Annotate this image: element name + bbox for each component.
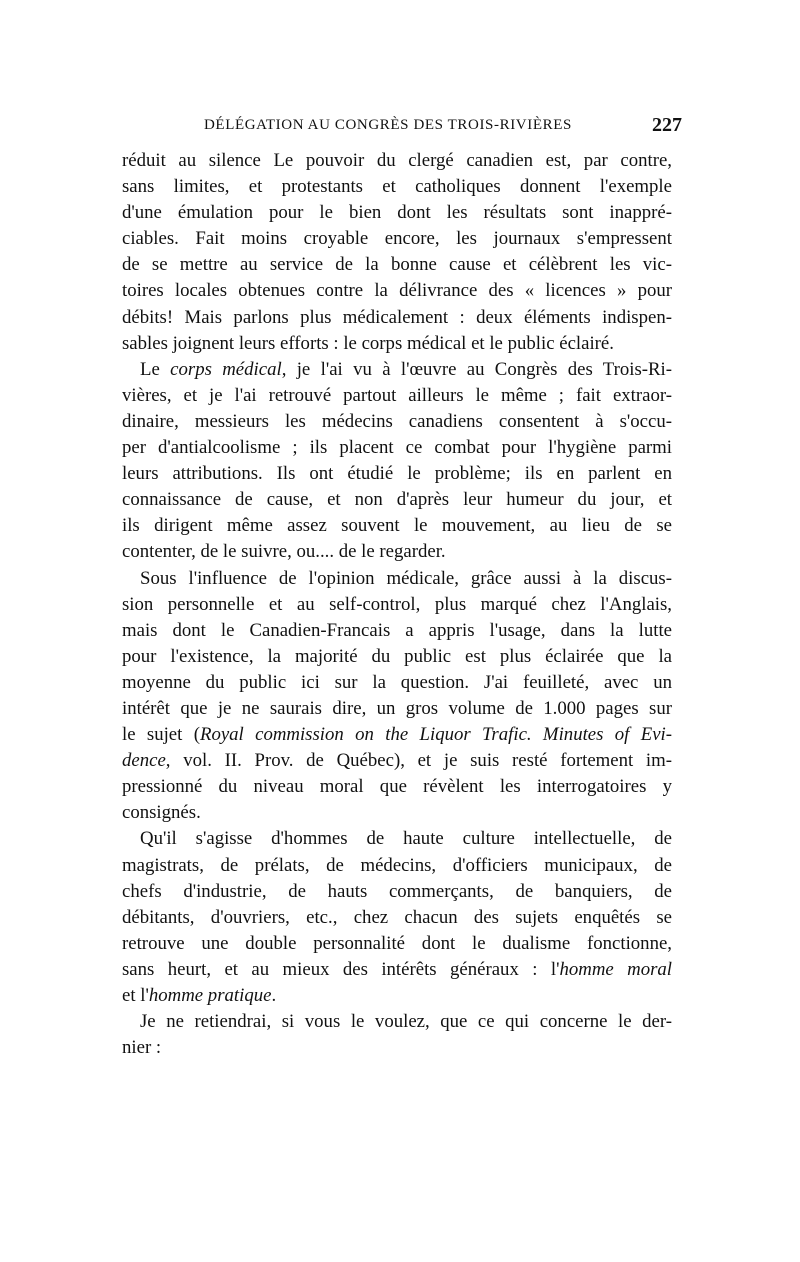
- text-line: sables joignent leurs efforts : le corps médical et le public éclairé.: [122, 332, 614, 354]
- text-line: ciables. Fait moins croyable encore, les journaux s'empressent: [122, 228, 672, 250]
- italic-segment: homme moral: [559, 958, 673, 980]
- text-line: sans limites, et protestants et catholiques donnent l'exemple: [122, 176, 672, 198]
- text-line: débits! Mais parlons plus médicalement : deux éléments indispen-: [122, 306, 672, 328]
- text-segment: .: [271, 985, 277, 1006]
- text-line: [122, 722, 672, 748]
- italic-segment: dence: [122, 750, 166, 772]
- italic-segment: Royal commission on the Liquor Trafic. Minutes of Evi-: [199, 724, 673, 746]
- text-line: réduit au silence Le pouvoir du clergé canadien est, par contre,: [122, 150, 672, 171]
- text-line: Qu'il s'agisse d'hommes de haute culture intellectuelle, de: [140, 828, 672, 850]
- text-segment: sans heurt, et au mieux des intérêts généraux : l': [122, 958, 560, 980]
- running-header: [122, 114, 682, 140]
- text-line: [122, 957, 672, 983]
- text-line: pressionné du niveau moral que révèlent les interrogatoires y: [122, 776, 672, 798]
- text-line: connaissance de cause, et non d'après leur humeur du jour, et: [122, 489, 672, 511]
- text-line: consignés.: [122, 802, 201, 824]
- text-line: pour l'existence, la majorité du public est plus éclairée que la: [122, 645, 672, 667]
- text-line: magistrats, de prélats, de médecins, d'officiers municipaux, de: [122, 854, 672, 876]
- text-line: chefs d'industrie, de hauts commerçants, de banquiers, de: [122, 880, 672, 902]
- text-line: intérêt que je ne saurais dire, un gros volume de 1.000 pages sur: [122, 697, 672, 719]
- italic-segment: homme pratique: [148, 985, 272, 1006]
- text-line: per d'antialcoolisme ; ils placent ce combat pour l'hygiène parmi: [122, 437, 672, 459]
- text-line: de se mettre au service de la bonne cause et célèbrent les vic-: [122, 254, 672, 276]
- text-line: leurs attributions. Ils ont étudié le problème; ils en parlent en: [122, 463, 672, 485]
- text-line: toires locales obtenues contre la délivrance des « licences » pour: [122, 280, 672, 302]
- text-segment: Le: [140, 358, 171, 380]
- text-line: Je ne retiendrai, si vous le voulez, que ce qui concerne le der-: [140, 1011, 672, 1033]
- text-line: mais dont le Canadien-Francais a appris l'usage, dans la lutte: [122, 619, 672, 641]
- text-line: [122, 748, 672, 774]
- running-title: DÉLÉGATION AU CONGRÈS DES TROIS-RIVIÈRES: [204, 117, 572, 133]
- text-line: vières, et je l'ai retrouvé partout ailleurs le même ; fait extraor-: [122, 384, 672, 406]
- italic-segment: corps médical: [170, 358, 282, 380]
- text-line: nier :: [122, 1037, 162, 1059]
- text-line: [122, 357, 672, 383]
- text-line: dinaire, messieurs les médecins canadiens consentent à s'occu-: [122, 410, 672, 432]
- page-number: 227: [652, 114, 682, 136]
- text-line: débitants, d'ouvriers, etc., chez chacun des sujets enquêtés se: [122, 906, 672, 928]
- text-line: moyenne du public ici sur la question. J'ai feuilleté, avec un: [122, 671, 672, 693]
- text-line: Sous l'influence de l'opinion médicale, grâce aussi à la discus-: [140, 567, 672, 589]
- text-line: [122, 983, 672, 1009]
- text-line: d'une émulation pour le bien dont les résultats sont inappré-: [122, 202, 672, 224]
- text-line: sion personnelle et au self-control, plus marqué chez l'Anglais,: [122, 593, 672, 615]
- text-line: contenter, de le suivre, ou.... de le regarder.: [122, 541, 446, 563]
- body-text: [122, 148, 672, 1061]
- text-segment: , je l'ai vu à l'œuvre au Congrès des Trois-Ri-: [281, 358, 673, 380]
- text-line: retrouve une double personnalité dont le dualisme fonctionne,: [122, 932, 672, 954]
- text-segment: et l': [122, 985, 149, 1006]
- text-line: ils dirigent même assez souvent le mouvement, au lieu de se: [122, 515, 672, 537]
- text-segment: le sujet (: [122, 724, 200, 746]
- text-segment: , vol. II. Prov. de Québec), et je suis resté fortement im-: [165, 750, 672, 772]
